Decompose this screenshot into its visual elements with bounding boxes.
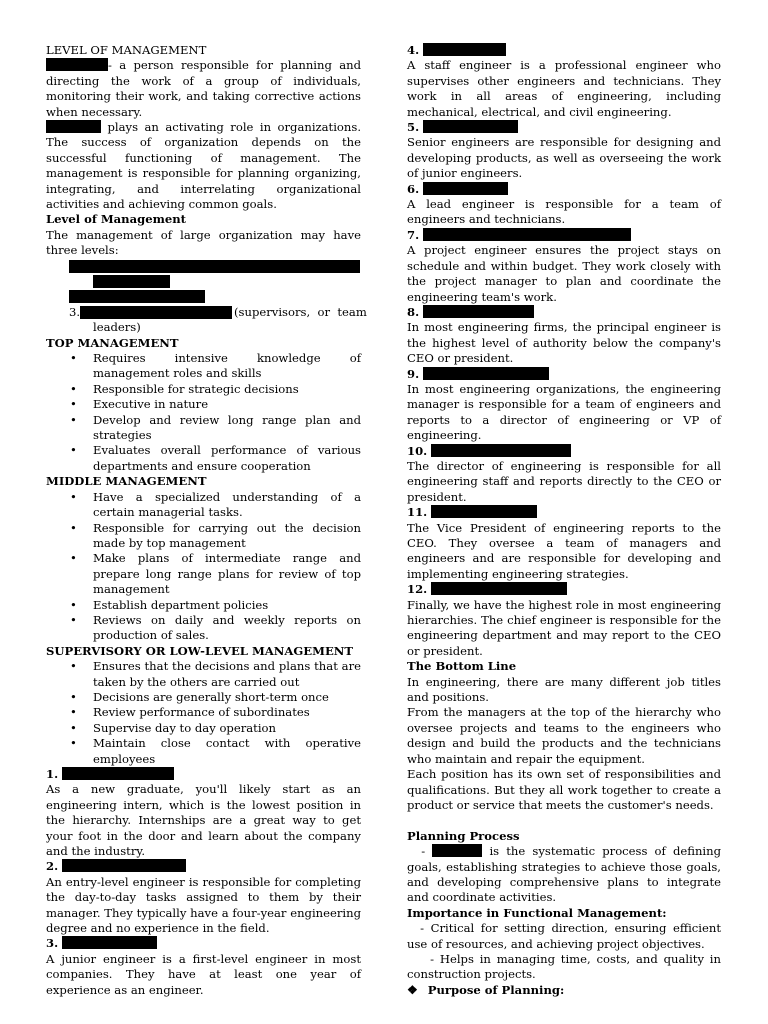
level-heading: Level of Management	[46, 212, 187, 227]
redacted-text	[423, 182, 508, 195]
left-column	[46, 43, 367, 998]
redacted-text	[431, 444, 571, 457]
level-3-number: 3.	[69, 304, 81, 319]
top-management-title: TOP MANAGEMENT	[46, 335, 179, 350]
level-1-line-cont	[46, 274, 361, 289]
redacted-text	[46, 58, 108, 71]
role-text-6: A lead engineer is responsible for a team of engineers and technicians.	[407, 197, 721, 227]
redacted-text	[69, 260, 360, 273]
role-text-4: A staff engineer is a professional engineer who supervises other engineers and technicians. They work in all areas of engineering, including mechanical, electrical, and civil engineering.	[407, 58, 721, 119]
middle-management-list	[46, 490, 361, 644]
redacted-text	[432, 844, 482, 857]
role-text-7: A project engineer ensures the project stays on schedule and within budget. They work closely with the project manager to plan and coordinate the engineering team's work.	[407, 243, 721, 304]
list-item: • Evaluates overall performance of various departments and ensure cooperation	[46, 443, 361, 474]
level-3-text-b: leaders)	[93, 320, 141, 335]
right-column	[407, 43, 721, 998]
importance-item-2: - Helps in managing time, costs, and quality in construction projects.	[407, 951, 721, 982]
role-heading-8: 8.	[407, 305, 721, 320]
role-heading-3: 3.	[46, 936, 361, 951]
role-text-3: A junior engineer is a first-level engineer in most companies. They have at least one year of experience as an engineer.	[46, 951, 361, 997]
redacted-text	[423, 120, 518, 133]
redacted-text	[80, 306, 232, 319]
importance-item-1: - Critical for setting direction, ensuring efficient use of resources, and achieving project objectives.	[407, 921, 721, 951]
planning-definition: - is the systematic process of defining goals, establishing strategies to achieve those goals, and developing comprehensive plans to integrate and coordinate activities.	[407, 844, 722, 905]
bottom-line-p1: In engineering, there are many different job titles and positions.	[407, 674, 721, 705]
list-item: • Review performance of subordinates	[46, 705, 361, 720]
list-item: • Requires intensive knowledge of management roles and skills	[46, 351, 361, 382]
list-item: • Develop and review long range plan and strategies	[46, 413, 361, 444]
bottom-line-title: The Bottom Line	[407, 659, 517, 674]
level-1-line	[46, 259, 361, 274]
supervisory-management-list	[46, 659, 361, 767]
list-item: • Reviews on daily and weekly reports on production of sales.	[46, 613, 361, 644]
supervisory-management-title: SUPERVISORY OR LOW-LEVEL MANAGEMENT	[46, 643, 354, 658]
level-3-line-cont	[46, 320, 361, 335]
role-heading-5: 5.	[407, 120, 721, 135]
list-item: • Make plans of intermediate range and prepare long range plans for review of top management	[46, 551, 361, 597]
importance-title: Importance in Functional Management:	[407, 905, 667, 920]
role-heading-4: 4.	[407, 43, 721, 58]
redacted-text	[423, 228, 631, 241]
redacted-text	[423, 43, 506, 56]
role-heading-11: 11.	[407, 505, 721, 520]
planning-process-title: Planning Process	[407, 828, 520, 843]
top-management-list	[46, 351, 361, 474]
level-3-line	[46, 304, 367, 320]
bottom-line-p3: Each position has its own set of responsibilities and qualifications. But they all work together to create a product or service that meets the customer's needs.	[407, 767, 721, 812]
purpose-of-planning-title: ❖ Purpose of Planning:	[407, 982, 565, 997]
redacted-text	[93, 275, 170, 288]
intro-paragraph-2: plays an activating role in organizations. The success of organization depends on the successful functioning of management. The management is responsible for planning organizing, integrating, and interrelating organizational activities and achieving common goals.	[46, 120, 362, 212]
role-text-8: In most engineering firms, the principal engineer is the highest level of authority below the company's CEO or president.	[407, 320, 721, 366]
redacted-text	[423, 367, 549, 380]
list-item: • Supervise day to day operation	[46, 721, 361, 736]
role-heading-2: 2.	[46, 859, 361, 874]
role-heading-12: 12.	[407, 582, 721, 597]
redacted-text	[62, 767, 174, 780]
intro-paragraph-1: - a person responsible for planning and directing the work of a group of individuals, monitoring their work, and taking corrective actions when necessary.	[46, 58, 361, 119]
role-heading-6: 6.	[407, 182, 721, 197]
level-3-text-a: (supervisors, or team	[234, 304, 367, 319]
role-text-12: Finally, we have the highest role in most engineering hierarchies. The chief engineer is responsible for the engineering department and may report to the CEO or president.	[407, 597, 721, 658]
redacted-text	[423, 305, 534, 318]
role-text-10: The director of engineering is responsible for all engineering staff and reports directly to the CEO or president.	[407, 458, 721, 504]
middle-management-title: MIDDLE MANAGEMENT	[46, 474, 207, 489]
role-text-2: An entry-level engineer is responsible for completing the day-to-day tasks assigned to them by their manager. They typically have a four-year engineering degree and no experience in the field.	[46, 874, 361, 936]
redacted-text	[46, 120, 101, 133]
list-item: • Responsible for carrying out the decision made by top management	[46, 521, 361, 552]
list-item: • Decisions are generally short-term once	[46, 690, 361, 705]
page-heading: LEVEL OF MANAGEMENT	[46, 43, 207, 57]
role-text-1: As a new graduate, you'll likely start as an engineering intern, which is the lowest position in the hierarchy. Internships are a great way to get your foot in the door and learn about the company and the industry.	[46, 782, 361, 859]
list-item: • Executive in nature	[46, 397, 361, 412]
list-item: • Establish department policies	[46, 598, 361, 613]
list-item: • Ensures that the decisions and plans that are taken by the others are carried out	[46, 659, 361, 690]
role-heading-7: 7.	[407, 228, 721, 243]
diamond-bullet-icon: ❖	[407, 982, 418, 997]
role-heading-9: 9.	[407, 367, 721, 382]
redacted-text	[62, 936, 157, 949]
level-text: The management of large organization may have three levels:	[46, 227, 361, 258]
role-text-9: In most engineering organizations, the engineering manager is responsible for a team of engineers and reports to a director of engineering or VP of engineering.	[407, 381, 721, 443]
role-heading-1: 1.	[46, 767, 361, 782]
redacted-text	[62, 859, 186, 872]
redacted-text	[431, 582, 567, 595]
bottom-line-p2: From the managers at the top of the hierarchy who oversee projects and teams to the engineers who design and build the products and the technicians who maintain and repair the equipment.	[407, 705, 721, 766]
role-heading-10: 10.	[407, 444, 721, 459]
role-text-11: The Vice President of engineering reports to the CEO. They oversee a team of managers and engineers and are responsible for developing and implementing engineering strategies.	[407, 520, 721, 581]
list-item: • Have a specialized understanding of a certain managerial tasks.	[46, 490, 361, 521]
role-text-5: Senior engineers are responsible for designing and developing products, as well as overseeing the work of junior engineers.	[407, 135, 721, 181]
list-item: • Responsible for strategic decisions	[46, 382, 361, 397]
redacted-text	[69, 290, 205, 303]
redacted-text	[431, 505, 537, 518]
list-item: • Maintain close contact with operative employees	[46, 736, 361, 767]
level-2-line	[46, 289, 361, 304]
